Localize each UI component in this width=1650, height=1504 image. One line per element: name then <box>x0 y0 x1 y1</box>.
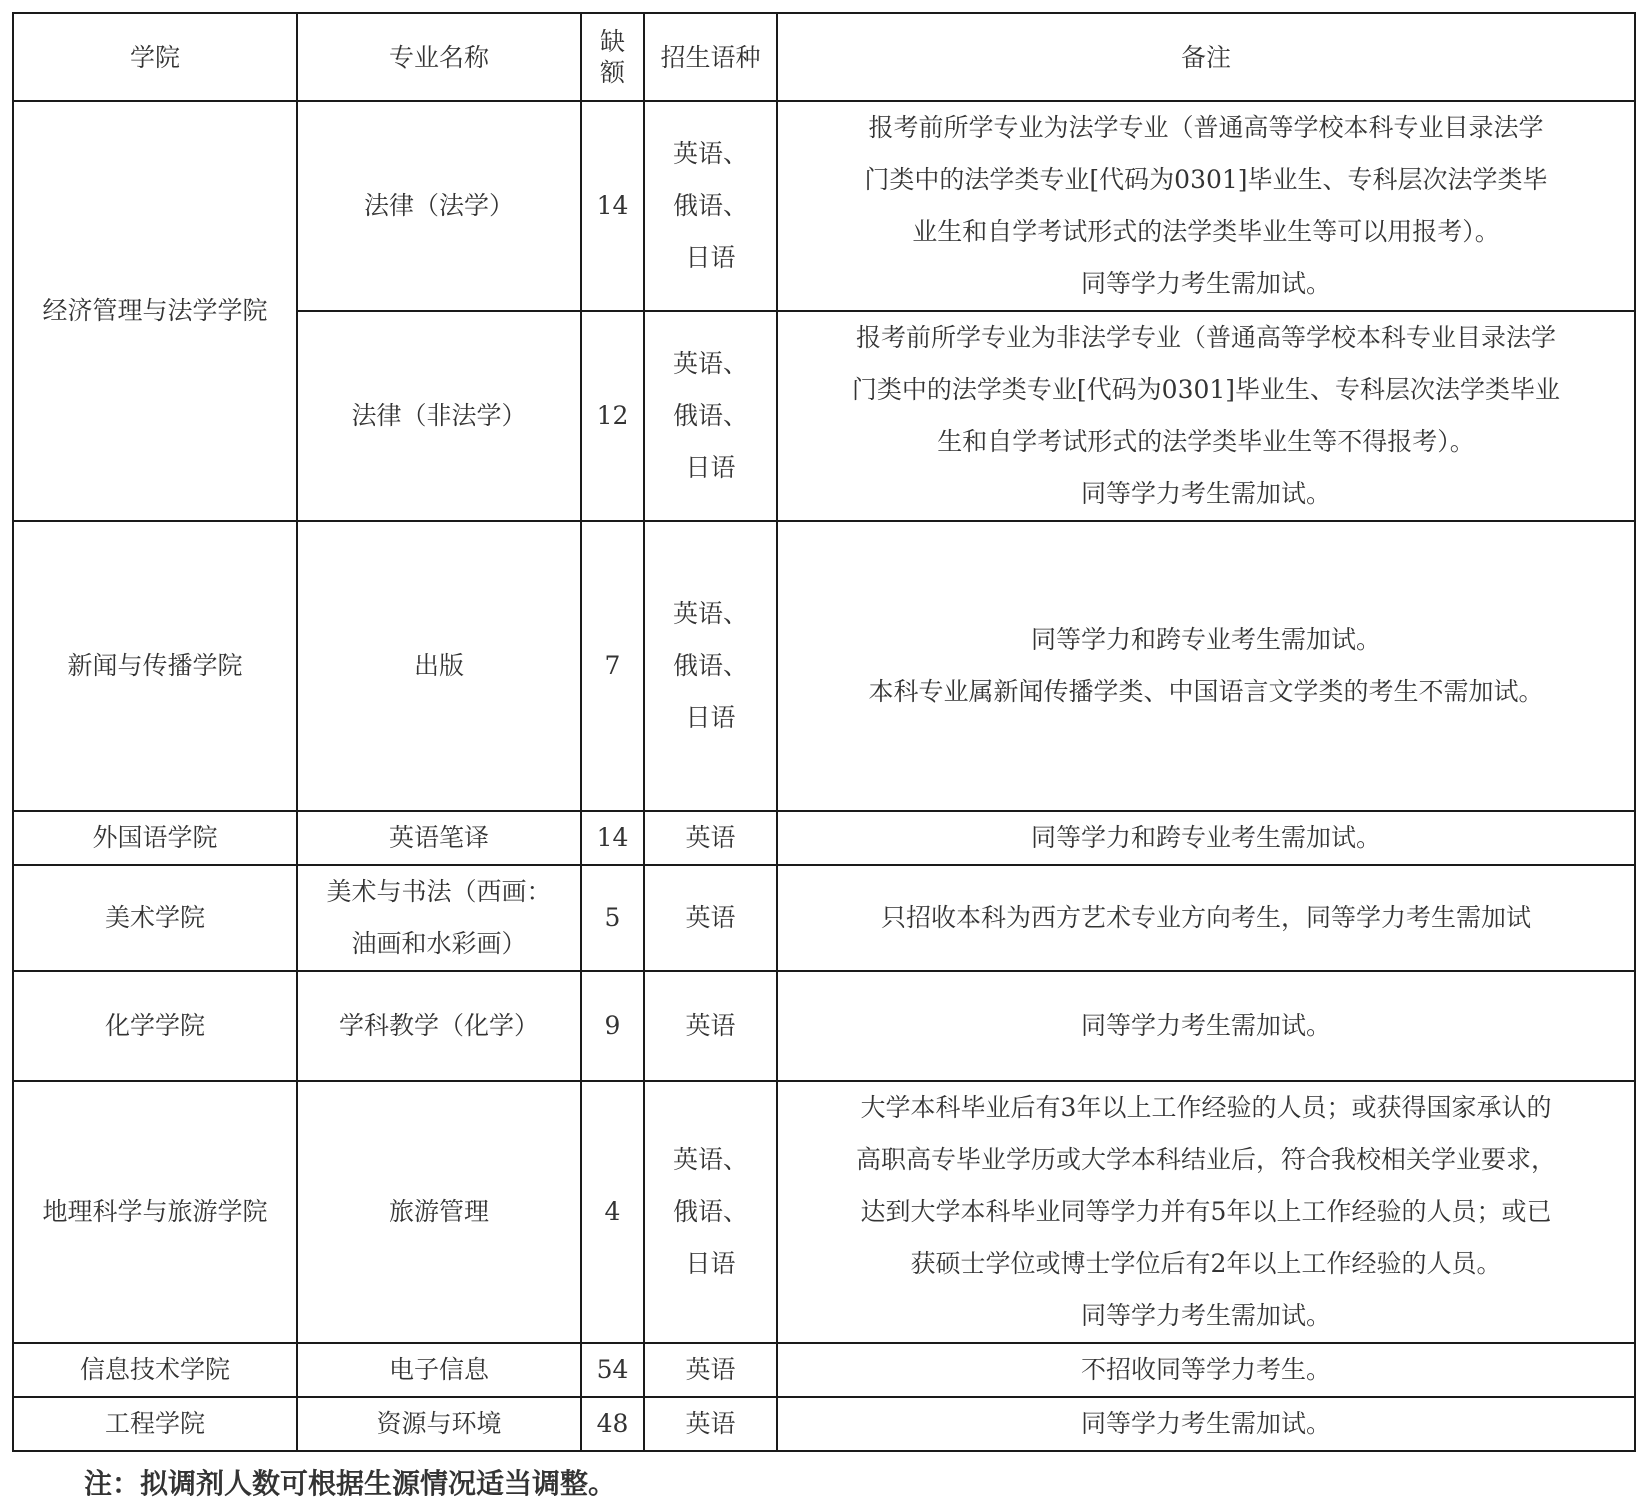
table-row <box>13 811 1635 865</box>
language-cell: 英语 <box>644 971 777 1081</box>
vacancy-cell: 12 <box>581 311 644 521</box>
vacancy-cell: 9 <box>581 971 644 1081</box>
remarks-line: 同等学力考生需加试。 <box>1080 1301 1331 1330</box>
header-college: 学院 <box>13 13 297 101</box>
language-line: 俄语、 <box>672 191 748 220</box>
language-line: 英语、 <box>672 349 748 378</box>
table-row <box>13 971 1635 1081</box>
table-row <box>13 1343 1635 1397</box>
major-cell: 资源与环境 <box>297 1397 581 1451</box>
remarks-line: 门类中的法学类专业[代码为0301]毕业生、专科层次法学类毕业 <box>851 375 1561 404</box>
major-cell: 出版 <box>297 521 581 811</box>
remarks-cell: 不招收同等学力考生。 <box>777 1343 1635 1397</box>
remarks-line: 高职高专毕业学历或大学本科结业后，符合我校相关学业要求， <box>855 1145 1556 1174</box>
vacancy-cell: 5 <box>581 865 644 971</box>
remarks-line: 报考前所学专业为法学专业（普通高等学校本科专业目录法学 <box>868 113 1544 142</box>
header-major: 专业名称 <box>297 13 581 101</box>
language-cell <box>644 311 777 521</box>
header-language: 招生语种 <box>644 13 777 101</box>
major-cell: 法律（非法学） <box>297 311 581 521</box>
remarks-line: 门类中的法学类专业[代码为0301]毕业生、专科层次法学类毕 <box>864 165 1548 194</box>
remarks-line: 获硕士学位或博士学位后有2年以上工作经验的人员。 <box>910 1249 1502 1278</box>
language-line: 日语 <box>685 453 736 482</box>
table-row <box>13 1397 1635 1451</box>
remarks-cell: 同等学力考生需加试。 <box>777 1397 1635 1451</box>
college-cell: 美术学院 <box>13 865 297 971</box>
vacancy-cell: 14 <box>581 101 644 311</box>
remarks-cell <box>777 1081 1635 1343</box>
remarks-cell: 同等学力考生需加试。 <box>777 971 1635 1081</box>
language-line: 俄语、 <box>672 651 748 680</box>
language-cell <box>644 1081 777 1343</box>
vacancy-cell: 7 <box>581 521 644 811</box>
remarks-line: 本科专业属新闻传播学类、中国语言文学类的考生不需加试。 <box>868 677 1544 706</box>
language-cell: 英语 <box>644 1397 777 1451</box>
remarks-line: 同等学力考生需加试。 <box>1080 269 1331 298</box>
major-cell: 法律（法学） <box>297 101 581 311</box>
major-cell: 美术与书法（西画：油画和水彩画） <box>297 865 581 971</box>
remarks-line: 同等学力考生需加试。 <box>1080 479 1331 508</box>
remarks-cell <box>777 311 1635 521</box>
major-cell: 学科教学（化学） <box>297 971 581 1081</box>
header-remarks: 备注 <box>777 13 1635 101</box>
remarks-line: 达到大学本科毕业同等学力并有5年以上工作经验的人员；或已 <box>860 1197 1552 1226</box>
header-vacancy: 缺额 <box>581 13 644 101</box>
college-cell: 信息技术学院 <box>13 1343 297 1397</box>
major-cell: 英语笔译 <box>297 811 581 865</box>
major-cell: 旅游管理 <box>297 1081 581 1343</box>
language-cell <box>644 101 777 311</box>
header-row <box>13 13 1635 101</box>
remarks-cell <box>777 101 1635 311</box>
table-row <box>13 521 1635 811</box>
language-line: 英语、 <box>672 1145 748 1174</box>
vacancy-cell: 14 <box>581 811 644 865</box>
remarks-line: 同等学力和跨专业考生需加试。 <box>1030 625 1381 654</box>
vacancy-cell: 54 <box>581 1343 644 1397</box>
vacancy-cell: 4 <box>581 1081 644 1343</box>
language-line: 英语、 <box>672 599 748 628</box>
table-row <box>13 101 1635 311</box>
language-cell: 英语 <box>644 1343 777 1397</box>
college-cell: 地理科学与旅游学院 <box>13 1081 297 1343</box>
remarks-line: 业生和自学考试形式的法学类毕业生等可以用报考）。 <box>912 217 1500 246</box>
admission-quota-table <box>12 12 1636 1452</box>
major-cell: 电子信息 <box>297 1343 581 1397</box>
language-line: 日语 <box>685 1249 736 1278</box>
footnote: 注：拟调剂人数可根据生源情况适当调整。 <box>84 1467 617 1500</box>
remarks-cell <box>777 521 1635 811</box>
remarks-line: 报考前所学专业为非法学专业（普通高等学校本科专业目录法学 <box>855 323 1556 352</box>
remarks-line: 大学本科毕业后有3年以上工作经验的人员；或获得国家承认的 <box>860 1093 1552 1122</box>
college-cell: 工程学院 <box>13 1397 297 1451</box>
language-line: 日语 <box>685 243 736 272</box>
remarks-cell: 只招收本科为西方艺术专业方向考生，同等学力考生需加试 <box>777 865 1635 971</box>
college-cell: 新闻与传播学院 <box>13 521 297 811</box>
language-line: 英语、 <box>672 139 748 168</box>
language-line: 俄语、 <box>672 401 748 430</box>
language-cell: 英语 <box>644 865 777 971</box>
language-line: 俄语、 <box>672 1197 748 1226</box>
college-cell: 化学学院 <box>13 971 297 1081</box>
remarks-line: 生和自学考试形式的法学类毕业生等不得报考）。 <box>937 427 1475 456</box>
college-cell: 经济管理与法学学院 <box>13 101 297 521</box>
table-row <box>13 865 1635 971</box>
language-cell <box>644 521 777 811</box>
table-row <box>13 1081 1635 1343</box>
language-line: 日语 <box>685 703 736 732</box>
remarks-cell: 同等学力和跨专业考生需加试。 <box>777 811 1635 865</box>
vacancy-cell: 48 <box>581 1397 644 1451</box>
language-cell: 英语 <box>644 811 777 865</box>
college-cell: 外国语学院 <box>13 811 297 865</box>
